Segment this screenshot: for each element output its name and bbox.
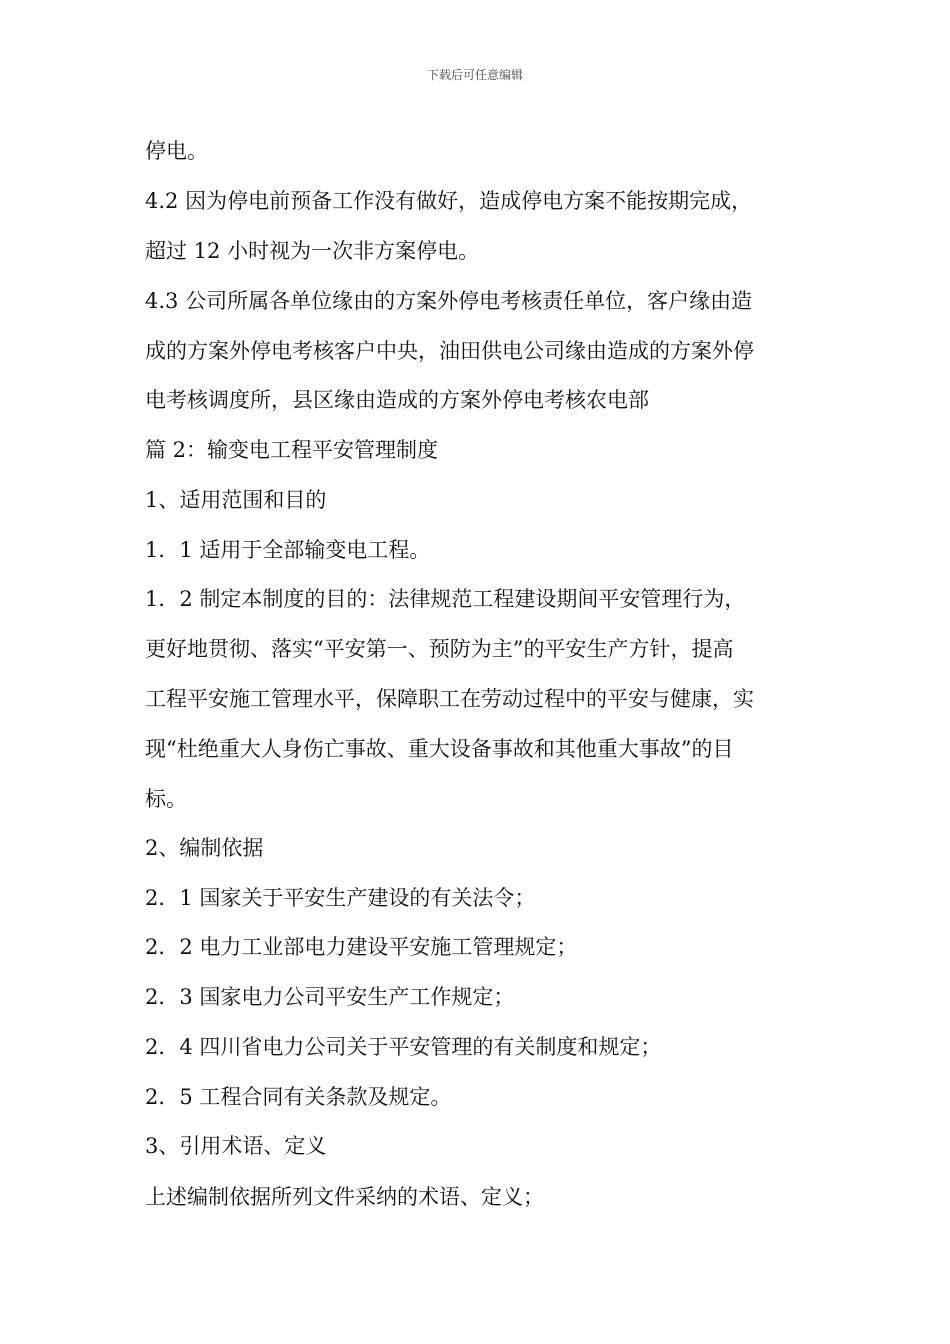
section-heading: 1、适用范围和目的 [145, 488, 327, 512]
text-line: 更好地贯彻、落实“平安第一、预防为主”的平安生产方针，提高 [145, 637, 734, 661]
text-line: 成的方案外停电考核客户中央，油田供电公司缘由造成的方案外停 [145, 339, 754, 363]
text-line: 1．1 适用于全部输变电工程。 [145, 538, 431, 562]
text-line: 4.3 公司所属各单位缘由的方案外停电考核责任单位，客户缘由造 [145, 289, 753, 313]
section-heading: 3、引用术语、定义 [145, 1134, 327, 1158]
text-line: 电考核调度所，县区缘由造成的方案外停电考核农电部 [145, 388, 649, 412]
text-line: 工程平安施工管理水平，保障职工在劳动过程中的平安与健康，实 [145, 687, 754, 711]
section-heading: 2、编制依据 [145, 836, 264, 860]
text-line: 现“杜绝重大人身伤亡事故、重大设备事故和其他重大事故”的目 [145, 737, 734, 761]
text-line: 2．2 电力工业部电力建设平安施工管理规定； [145, 935, 578, 959]
text-line: 2．5 工程合同有关条款及规定。 [145, 1085, 452, 1109]
text-line: 上述编制依据所列文件采纳的术语、定义； [145, 1185, 544, 1209]
text-line: 1．2 制定本制度的目的：法律规范工程建设期间平安管理行为， [145, 587, 746, 611]
page-header: 下载后可任意编辑 [426, 68, 523, 82]
section-heading: 篇 2：输变电工程平安管理制度 [145, 438, 439, 462]
text-line: 超过 12 小时视为一次非方案停电。 [145, 239, 480, 263]
text-line: 2．3 国家电力公司平安生产工作规定； [145, 985, 515, 1009]
text-line: 标。 [145, 787, 187, 811]
text-line: 4.2 因为停电前预备工作没有做好，造成停电方案不能按期完成， [145, 189, 753, 213]
text-line: 2．1 国家关于平安生产建设的有关法令； [145, 886, 536, 910]
text-line: 2．4 四川省电力公司关于平安管理的有关制度和规定； [145, 1035, 662, 1059]
text-line: 停电。 [145, 139, 208, 163]
